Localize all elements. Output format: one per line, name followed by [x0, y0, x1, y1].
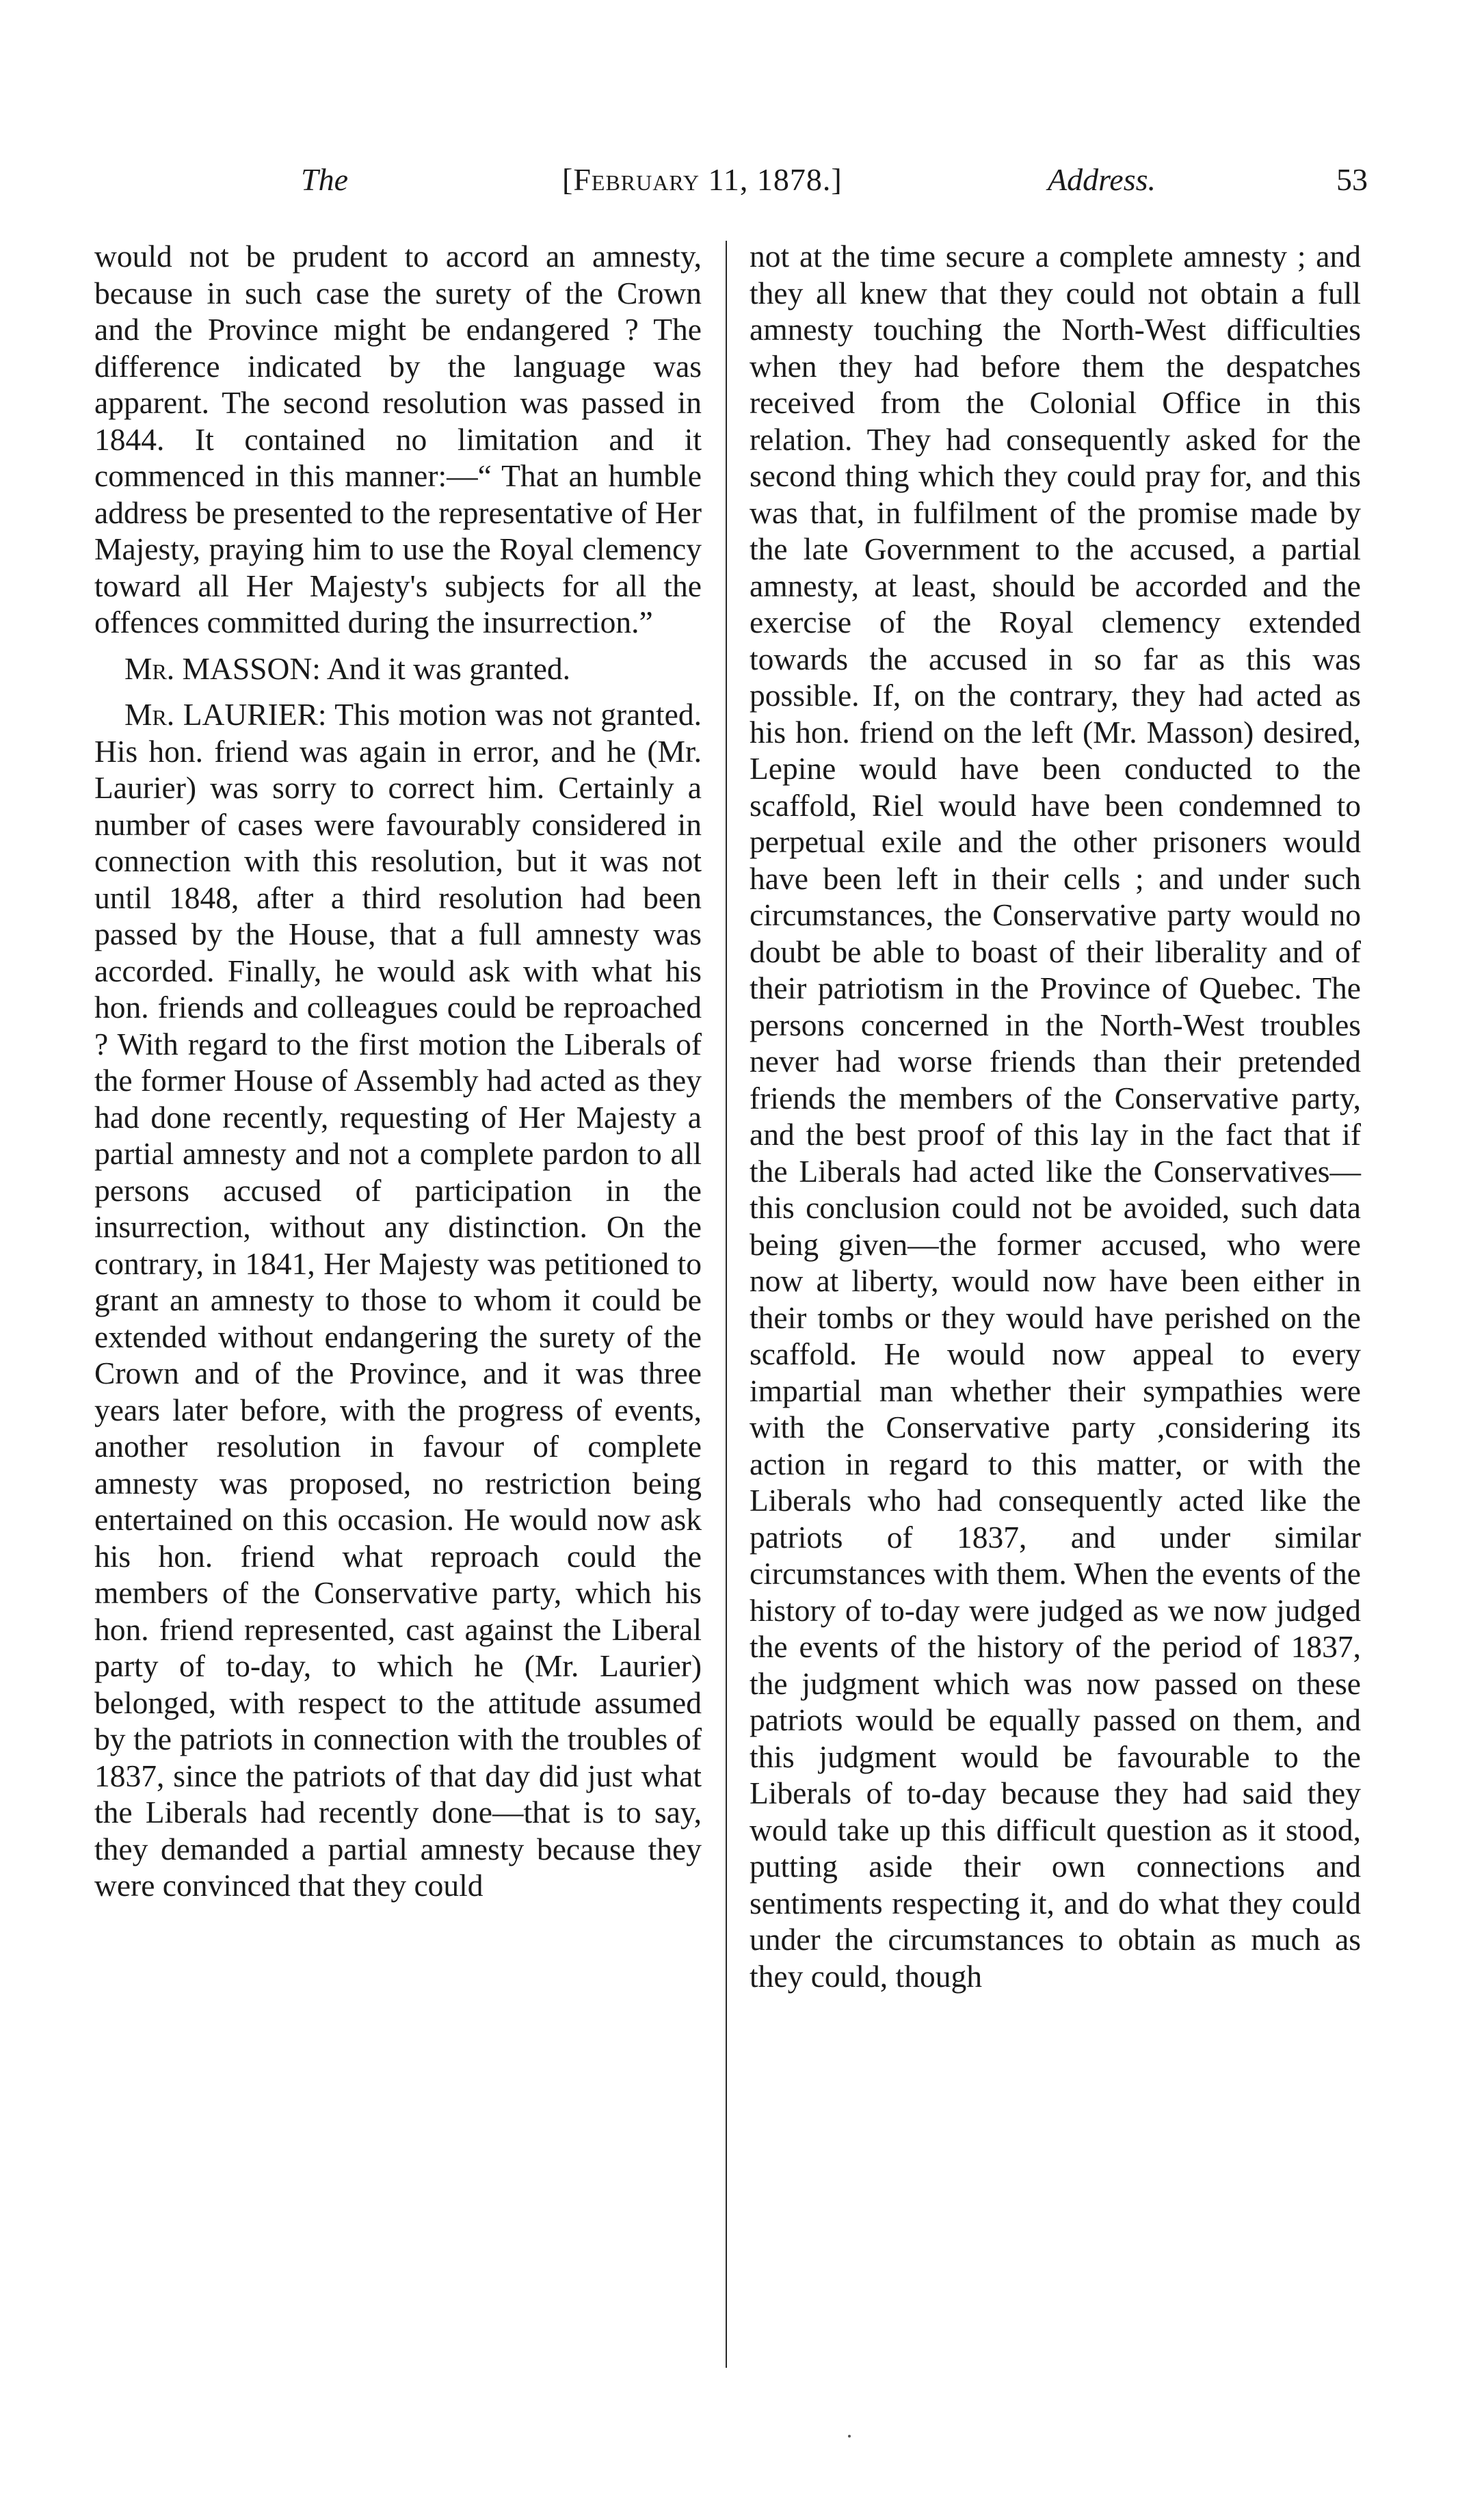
speech-text: : And it was granted. — [312, 650, 571, 686]
paragraph-continued: not at the time secure a complete amnesty ; and they all knew that they could not obtain a full amnesty touching the North-West difficulties when they had before them the despatches received from the Colonial Office in this relation. They had consequently asked for the second thing which they could pray for, and this was that, in fulfilment of the promise made by the late Government to the accused, a partial amnesty, at least, should be accorded and the exercise of the Royal clemency extended towards the accused in so far as this was possible. If, on the contrary, they had acted as his hon. friend on the left (Mr. Masson) desired, Lepine would have been conducted to the scaffold, Riel would have been condemned to perpetual exile and the other prisoners would have been left in their cells ; and under such circumstances, the Conservative party would no doubt be able to boast of their liberality and of their patriotism in the Province of Quebec. The persons concerned in the North-West troubles never had worse friends than their pretended friends the members of the Conservative party, and the best proof of this lay in the fact that if the Liberals had acted like the Conservatives—this conclusion could not be avoided, such data being given—the former accused, who were now at liberty, would now have been either in their tombs or they would have perished on the scaffold. He would now appeal to every impartial man whether their sympathies were with the Conservative party ,considering its action in regard to this matter, or with the Liberals who had consequently acted like the patriots of 1837, and under similar circumstances with them. When the events of the history of to-day were judged as we now judged the events of the history of the period of 1837, the judgment which was now passed on these patriots would be equally passed on them, and this judgment would be favourable to the Liberals of to-day because they had said they would take up this difficult question as it stood, putting aside their own connections and sentiments respecting it, and do what they could under the circumstances to obtain as much as they could, though — [750, 239, 1361, 1994]
speaker-name: Mr. MASSON — [124, 650, 313, 686]
header-date: [February 11, 1878.] — [562, 162, 843, 197]
print-speck — [848, 2435, 851, 2438]
speaker-name: Mr. LAURIER — [124, 697, 318, 732]
running-header — [287, 156, 1368, 204]
page-number: 53 — [1336, 162, 1368, 197]
column-divider — [726, 241, 727, 2368]
speech-masson — [94, 650, 702, 687]
speech-laurier — [94, 696, 702, 1904]
speech-text: : This motion was not granted. His hon. friend was again in error, and he (Mr. Laurier) was sorry to correct him. Certainly a number of cases were favourably considered in connection with this resolution, but it was not until 1848, after a third resolution had been passed by the House, that a full amnesty was accorded. Finally, he would ask with what his hon. friends and colleagues could be reproached ? With regard to the first motion the Liberals of the former House of Assembly had acted as they had done recently, requesting of Her Majesty a partial amnesty and not a complete pardon to all persons accused of participation in the insurrection, without any distinction. On the contrary, in 1841, Her Majesty was petitioned to grant an amnesty to those to whom it could be extended without endangering the surety of the Crown and of the Province, and it was three years later before, with the progress of events, another resolution in favour of complete amnesty was proposed, no restriction being entertained on this occasion. He would now ask his hon. friend what reproach could the members of the Conservative party, which his hon. friend represented, cast against the Liberal party of to-day, to which he (Mr. Laurier) belonged, with respect to the attitude assumed by the patriots in connection with the troubles of 1837, since the patriots of that day did just what the Liberals had recently done—that is to say, they demanded a partial amnesty because they were convinced that they could — [94, 697, 702, 1903]
paragraph-continued: would not be prudent to accord an amnesty, because in such case the surety of the Crown and the Province might be endangered ? The difference indicated by the language was apparent. The second resolution was passed in 1844. It contained no limitation and it commenced in this manner:—“ That an humble address be presented to the representative of Her Majesty, praying him to use the Royal clemency toward all Her Majesty's subjects for all the offences committed during the insurrection.” — [94, 239, 702, 639]
header-right-title: Address. — [1048, 162, 1156, 197]
left-column — [94, 238, 702, 1904]
right-column — [750, 238, 1361, 1994]
header-left-title: The — [301, 162, 348, 197]
